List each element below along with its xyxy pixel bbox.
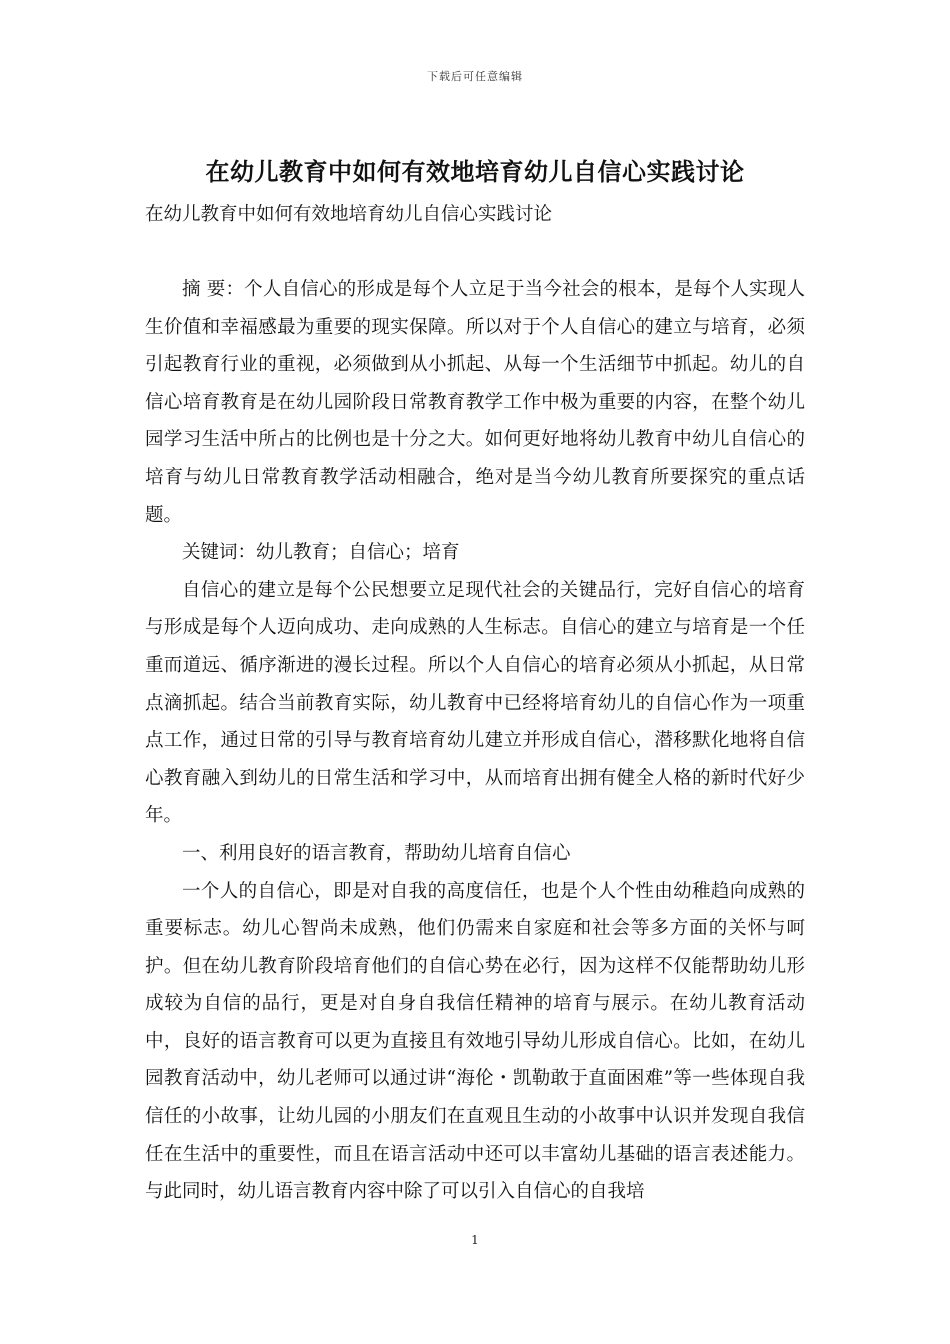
keywords-paragraph: 关键词：幼儿教育；自信心；培育 <box>182 542 460 564</box>
page-header: 下载后可任意编辑 <box>427 70 523 83</box>
intro-paragraph: 自信心的建立是每个公民想要立足现代社会的关键品行，完好自信心的培育与形成是每个人迈向成功、走向成熟的人生标志。自信心的建立与培育是一个任重而道远、循序渐进的漫长过程。所以个人自信心的培育必须从小抓起，从日常点滴抓起。结合当前教育实际，幼儿教育中已经将培育幼儿的自信心作为一项重点工作，通过日常的引导与教育培育幼儿建立并形成自信心，潜移默化地将自信心教育融入到幼儿的日常生活和学习中，从而培育出拥有健全人格的新时代好少年。 <box>145 579 805 827</box>
page-number: 1 <box>471 1233 479 1247</box>
document-subtitle: 在幼儿教育中如何有效地培育幼儿自信心实践讨论 <box>145 204 553 225</box>
document-title: 在幼儿教育中如何有效地培育幼儿自信心实践讨论 <box>205 157 745 186</box>
document-body <box>145 271 805 1211</box>
abstract-paragraph: 摘 要：个人自信心的形成是每个人立足于当今社会的根本，是每个人实现人生价值和幸福感最为重要的现实保障。所以对于个人自信心的建立与培育，必须引起教育行业的重视，必须做到从小抓起、从每一个生活细节中抓起。幼儿的自信心培育教育是在幼儿园阶段日常教育教学工作中极为重要的内容，在整个幼儿园学习生活中所占的比例也是十分之大。如何更好地将幼儿教育中幼儿自信心的培育与幼儿日常教育教学活动相融合，绝对是当今幼儿教育所要探究的重点话题。 <box>145 279 805 526</box>
section-paragraph: 一个人的自信心，即是对自我的高度信任，也是个人个性由幼稚趋向成熟的重要标志。幼儿心智尚未成熟，他们仍需来自家庭和社会等多方面的关怀与呵护。但在幼儿教育阶段培育他们的自信心势在必行，因为这样不仅能帮助幼儿形成较为自信的品行，更是对自身自我信任精神的培育与展示。在幼儿教育活动中，良好的语言教育可以更为直接且有效地引导幼儿形成自信心。比如，在幼儿园教育活动中，幼儿老师可以通过讲“海伦・凯勒敢于直面困难”等一些体现自我信任的小故事，让幼儿园的小朋友们在直观且生动的小故事中认识并发现自我信任在生活中的重要性，而且在语言活动中还可以丰富幼儿基础的语言表述能力。与此同时，幼儿语言教育内容中除了可以引入自信心的自我培 <box>145 880 805 1203</box>
section-heading: 一、利用良好的语言教育，帮助幼儿培育自信心 <box>182 842 571 864</box>
